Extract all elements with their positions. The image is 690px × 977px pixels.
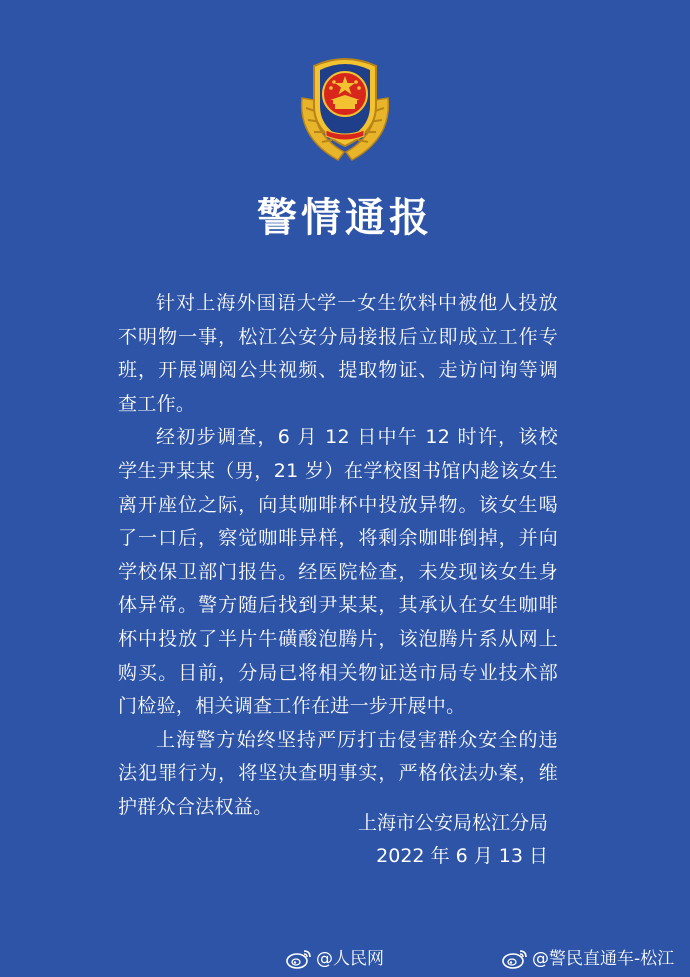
weibo-icon (286, 948, 312, 970)
notice-body (118, 287, 558, 825)
watermark-songjiang-police (502, 947, 674, 971)
paragraph-investigation: 经初步调查，6 月 12 日中午 12 时许，该校学生尹某某（男，21 岁）在学校图书馆内趁该女生离开座位之际，向其咖啡杯中投放异物。该女生喝了一口后，察觉咖啡异样，将剩余咖啡倒掉，并向学校保卫部门报告。经医院检查，未发现该女生身体异常。警方随后找到尹某某，其承认在女生咖啡杯中投放了半片牛磺酸泡腾片，该泡腾片系从网上购买。目前，分局已将相关物证送市局专业技术部门检验，相关调查工作在进一步开展中。 (118, 426, 558, 718)
paragraph-statement: 上海警方始终坚持严厉打击侵害群众安全的违法犯罪行为，将坚决查明事实，严格依法办案，维护群众合法权益。 (118, 728, 558, 818)
notice-title: 警情通报 (257, 195, 433, 241)
issuer-name: 上海市公安局松江分局 (357, 812, 548, 834)
police-emblem-icon (284, 46, 406, 168)
weibo-icon (502, 948, 528, 970)
watermark-right-label: @警民直通车-松江 (532, 949, 675, 969)
issue-date: 2022 年 6 月 13 日 (376, 845, 548, 867)
signature-block (358, 807, 548, 873)
watermark-left-label: @人民网 (316, 949, 384, 969)
paragraph-intro: 针对上海外国语大学一女生饮料中被他人投放不明物一事，松江公安分局接报后立即成立工作专班，开展调阅公共视频、提取物证、走访问询等调查工作。 (118, 292, 558, 415)
watermark-renminwang (286, 947, 384, 971)
